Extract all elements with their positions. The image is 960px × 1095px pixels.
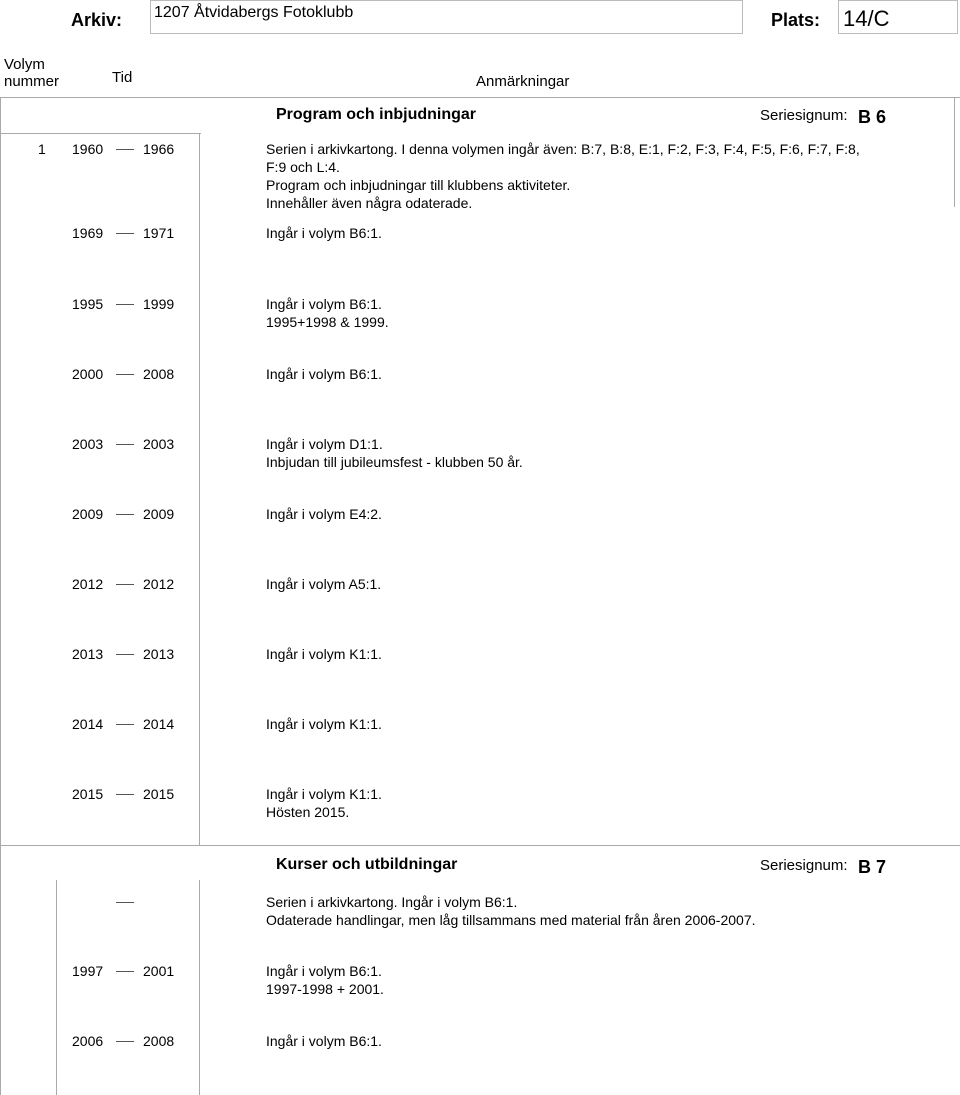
section-title: Kurser och utbildningar <box>276 856 458 873</box>
tid-dash <box>116 233 134 234</box>
tid-dash <box>116 304 134 305</box>
table-row <box>0 505 960 565</box>
tid-to: 2008 <box>143 1033 175 1049</box>
col-volym-line1: Volym <box>4 56 45 73</box>
table-row <box>0 140 960 211</box>
anmarkning-line: Odaterade handlingar, men låg tillsammans med material från åren 2006-2007. <box>266 912 756 928</box>
tid-dash <box>116 654 134 655</box>
anmarkning-line: Ingår i volym K1:1. <box>266 786 382 802</box>
tid-from: 1960 <box>72 141 104 157</box>
seriesignum-value: B 6 <box>858 107 887 127</box>
anmarkning-line: 1997-1998 + 2001. <box>266 981 384 997</box>
anmarkning-line: Ingår i volym K1:1. <box>266 646 382 662</box>
tid-dash <box>116 1041 134 1042</box>
anmarkning-line: Ingår i volym B6:1. <box>266 1033 382 1049</box>
tid-from: 2015 <box>72 786 104 802</box>
table-row <box>0 645 960 705</box>
frame-top-rule <box>0 97 960 98</box>
anmarkning <box>266 1032 382 1050</box>
tid-to: 1971 <box>143 225 175 241</box>
section2-top-rule <box>0 845 960 846</box>
tid-to: 2014 <box>143 716 175 732</box>
anmarkning-line: Ingår i volym K1:1. <box>266 716 382 732</box>
arkiv-value: 1207 Åtvidabergs Fotoklubb <box>154 4 354 21</box>
tid-dash <box>116 902 134 903</box>
tid-from: 1969 <box>72 225 104 241</box>
tid-dash <box>116 514 134 515</box>
tid-to: 2015 <box>143 786 175 802</box>
table-row <box>0 785 960 845</box>
col-volym-line2: nummer <box>4 73 60 90</box>
anmarkning <box>266 715 382 733</box>
tid-to: 1966 <box>143 141 175 157</box>
anmarkning <box>266 893 756 929</box>
anmarkning <box>266 224 382 242</box>
anmarkning <box>266 140 860 212</box>
table-row <box>0 715 960 775</box>
table-row <box>0 365 960 425</box>
table-row <box>0 224 960 284</box>
table-row <box>0 893 960 953</box>
tid-to: 2012 <box>143 576 175 592</box>
tid-dash <box>116 794 134 795</box>
anmarkning <box>266 505 382 523</box>
tid-from: 2009 <box>72 506 104 522</box>
anmarkning <box>266 785 382 821</box>
tid-to: 2009 <box>143 506 175 522</box>
seriesignum-label: Seriesignum: <box>760 857 848 874</box>
anmarkning-line: Ingår i volym A5:1. <box>266 576 382 592</box>
tid-from: 2012 <box>72 576 104 592</box>
anmarkning-line: Ingår i volym B6:1. <box>266 296 382 312</box>
tid-from: 2003 <box>72 436 104 452</box>
section-title: Program och inbjudningar <box>276 106 477 123</box>
col-anmarkningar: Anmärkningar <box>476 73 570 90</box>
seriesignum-value: B 7 <box>858 857 887 877</box>
tid-from: 2013 <box>72 646 104 662</box>
table-row <box>0 575 960 635</box>
tid-to: 2008 <box>143 366 175 382</box>
tid-dash <box>116 374 134 375</box>
anmarkning-line: Ingår i volym B6:1. <box>266 366 382 382</box>
tid-dash <box>116 724 134 725</box>
col-volym <box>4 56 59 90</box>
arkiv-field <box>150 0 743 34</box>
tid-to: 2013 <box>143 646 175 662</box>
anmarkning <box>266 645 382 663</box>
anmarkning <box>266 295 389 331</box>
anmarkning-line: Inbjudan till jubileumsfest - klubben 50 år. <box>266 454 523 470</box>
tid-dash <box>116 149 134 150</box>
table-row <box>0 1032 960 1092</box>
anmarkning-line: Ingår i volym B6:1. <box>266 963 382 979</box>
tid-dash <box>116 444 134 445</box>
anmarkning-line: Serien i arkivkartong. Ingår i volym B6:1. <box>266 894 518 910</box>
seriesignum-label: Seriesignum: <box>760 107 848 124</box>
tid-to: 2003 <box>143 436 175 452</box>
tid-from: 2000 <box>72 366 104 382</box>
anmarkning-line: Ingår i volym E4:2. <box>266 506 382 522</box>
col-tid: Tid <box>112 69 133 86</box>
tid-from: 1997 <box>72 963 104 979</box>
table-row <box>0 295 960 355</box>
tid-from: 2006 <box>72 1033 104 1049</box>
anmarkning-line: Serien i arkivkartong. I denna volymen ingår även: B:7, B:8, E:1, F:2, F:3, F:4, F:5, F:6, F:7, F:8, <box>266 141 860 157</box>
tid-to: 2001 <box>143 963 175 979</box>
tid-to: 1999 <box>143 296 175 312</box>
tid-from: 1995 <box>72 296 104 312</box>
tid-from: 2014 <box>72 716 104 732</box>
anmarkning-line: Program och inbjudningar till klubbens aktiviteter. <box>266 177 571 193</box>
plats-field <box>838 0 958 34</box>
anmarkning-line: Hösten 2015. <box>266 804 350 820</box>
tid-dash <box>116 971 134 972</box>
table-row <box>0 962 960 1022</box>
section1-title-rule <box>1 133 201 134</box>
anmarkning-line: Ingår i volym B6:1. <box>266 225 382 241</box>
anmarkning <box>266 365 382 383</box>
plats-value: 14/C <box>843 6 890 31</box>
plats-label: Plats: <box>771 10 821 30</box>
volym-number: 1 <box>38 141 46 157</box>
anmarkning <box>266 435 523 471</box>
anmarkning <box>266 962 384 998</box>
anmarkning <box>266 575 381 593</box>
anmarkning-line: F:9 och L:4. <box>266 159 340 175</box>
table-row <box>0 435 960 495</box>
anmarkning-line: Innehåller även några odaterade. <box>266 195 473 211</box>
tid-dash <box>116 584 134 585</box>
arkiv-label: Arkiv: <box>71 10 123 30</box>
anmarkning-line: 1995+1998 & 1999. <box>266 314 389 330</box>
anmarkning-line: Ingår i volym D1:1. <box>266 436 383 452</box>
